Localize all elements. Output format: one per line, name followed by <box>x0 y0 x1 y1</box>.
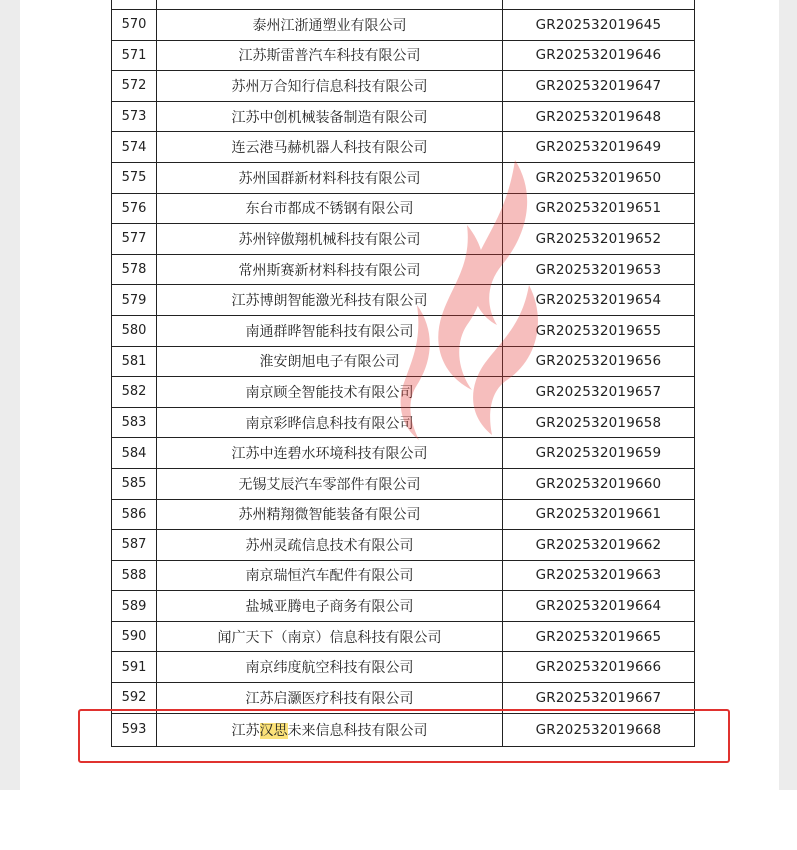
viewer-left-margin <box>0 0 20 850</box>
cell-company: 江苏启灏医疗科技有限公司 <box>157 683 503 714</box>
table-row <box>112 621 695 652</box>
cell-company: 南京纬度航空科技有限公司 <box>157 652 503 683</box>
cell-no: 587 <box>112 530 157 561</box>
cell-no: 570 <box>112 10 157 41</box>
cell-cert: GR202532019660 <box>503 468 695 499</box>
cell-company: 苏州国群新材料科技有限公司 <box>157 162 503 193</box>
cell-cert: GR202532019657 <box>503 377 695 408</box>
cell-company: 苏州灵疏信息技术有限公司 <box>157 530 503 561</box>
cell-company: 江苏中创机械装备制造有限公司 <box>157 101 503 132</box>
table-row <box>112 10 695 41</box>
cell-company: 南京顾全智能技术有限公司 <box>157 377 503 408</box>
cell-no: 591 <box>112 652 157 683</box>
cell-cert: GR202532019651 <box>503 193 695 224</box>
cell-no: 586 <box>112 499 157 530</box>
document-page <box>20 0 779 790</box>
page-bottom-area <box>0 790 797 850</box>
cell-cert: GR202532019649 <box>503 132 695 163</box>
cell-no: 576 <box>112 193 157 224</box>
table-row <box>112 71 695 102</box>
cell-company: 南通群晔智能科技有限公司 <box>157 315 503 346</box>
cell-cert: GR202532019663 <box>503 560 695 591</box>
cell-company: 淮安朗旭电子有限公司 <box>157 346 503 377</box>
cell-no: 575 <box>112 162 157 193</box>
cell-company: 苏州万合知行信息科技有限公司 <box>157 71 503 102</box>
cell-no: 592 <box>112 683 157 714</box>
cell-no: 573 <box>112 101 157 132</box>
cell-company: 盐城亚腾电子商务有限公司 <box>157 591 503 622</box>
table-row <box>112 285 695 316</box>
cell-no: 572 <box>112 71 157 102</box>
table-row <box>112 468 695 499</box>
cell-cert: GR202532019664 <box>503 591 695 622</box>
search-highlight: 汉思 <box>259 722 288 739</box>
cell-no: 585 <box>112 468 157 499</box>
cell-no: 588 <box>112 560 157 591</box>
cell-company: 连云港马赫机器人科技有限公司 <box>157 132 503 163</box>
cell-no: 579 <box>112 285 157 316</box>
table-row <box>112 377 695 408</box>
cell-cert: GR202532019650 <box>503 162 695 193</box>
cell-company: 闻广天下（南京）信息科技有限公司 <box>157 621 503 652</box>
table-row-highlighted <box>112 713 695 746</box>
cell-company: 南京瑞恒汽车配件有限公司 <box>157 560 503 591</box>
company-list-table-wrap <box>111 0 695 747</box>
cell-no: 571 <box>112 40 157 71</box>
cell-cert: GR202532019655 <box>503 315 695 346</box>
cell-no: 577 <box>112 224 157 255</box>
table-row-partial-top <box>112 0 695 10</box>
table-row <box>112 652 695 683</box>
cell-company: 无锡艾辰汽车零部件有限公司 <box>157 468 503 499</box>
table-row <box>112 224 695 255</box>
cell-company: 南京彩晔信息科技有限公司 <box>157 407 503 438</box>
cell-cert: GR202532019667 <box>503 683 695 714</box>
cell-cert: GR202532019659 <box>503 438 695 469</box>
table-row <box>112 499 695 530</box>
cell-no <box>112 0 157 10</box>
cell-cert: GR202532019665 <box>503 621 695 652</box>
cell-company: 常州斯赛新材料科技有限公司 <box>157 254 503 285</box>
table-body <box>112 0 695 746</box>
cell-company: 江苏中连碧水环境科技有限公司 <box>157 438 503 469</box>
cell-cert: GR202532019654 <box>503 285 695 316</box>
table-row <box>112 560 695 591</box>
table-row <box>112 40 695 71</box>
cell-cert: GR202532019648 <box>503 101 695 132</box>
cell-no: 584 <box>112 438 157 469</box>
cell-company <box>157 0 503 10</box>
cell-cert: GR202532019668 <box>503 713 695 746</box>
cell-no: 582 <box>112 377 157 408</box>
cell-cert: GR202532019661 <box>503 499 695 530</box>
table-row <box>112 407 695 438</box>
table-row <box>112 193 695 224</box>
cell-company: 泰州江浙通塑业有限公司 <box>157 10 503 41</box>
table-row <box>112 438 695 469</box>
cell-cert: GR202532019652 <box>503 224 695 255</box>
table-row <box>112 254 695 285</box>
cell-cert: GR202532019658 <box>503 407 695 438</box>
table-row <box>112 315 695 346</box>
cell-no: 590 <box>112 621 157 652</box>
cell-cert <box>503 0 695 10</box>
cell-company: 苏州锌傲翔机械科技有限公司 <box>157 224 503 255</box>
company-prefix: 江苏 <box>231 722 260 739</box>
cell-no: 589 <box>112 591 157 622</box>
table-row <box>112 591 695 622</box>
cell-cert: GR202532019666 <box>503 652 695 683</box>
viewer-right-margin <box>779 0 797 850</box>
table-row <box>112 101 695 132</box>
cell-cert: GR202532019645 <box>503 10 695 41</box>
company-suffix: 未来信息科技有限公司 <box>287 722 428 739</box>
table-row <box>112 530 695 561</box>
cell-cert: GR202532019647 <box>503 71 695 102</box>
cell-no: 578 <box>112 254 157 285</box>
cell-cert: GR202532019662 <box>503 530 695 561</box>
cell-company <box>157 713 503 746</box>
cell-company: 东台市都成不锈钢有限公司 <box>157 193 503 224</box>
table-row <box>112 162 695 193</box>
cell-company: 苏州精翔微智能装备有限公司 <box>157 499 503 530</box>
cell-cert: GR202532019656 <box>503 346 695 377</box>
cell-company: 江苏博朗智能激光科技有限公司 <box>157 285 503 316</box>
table-row <box>112 683 695 714</box>
cell-no: 574 <box>112 132 157 163</box>
cell-company: 江苏斯雷普汽车科技有限公司 <box>157 40 503 71</box>
cell-cert: GR202532019653 <box>503 254 695 285</box>
cell-no: 583 <box>112 407 157 438</box>
cell-no: 593 <box>112 713 157 746</box>
company-list-table <box>111 0 695 747</box>
table-row <box>112 346 695 377</box>
cell-no: 580 <box>112 315 157 346</box>
cell-no: 581 <box>112 346 157 377</box>
cell-cert: GR202532019646 <box>503 40 695 71</box>
table-row <box>112 132 695 163</box>
